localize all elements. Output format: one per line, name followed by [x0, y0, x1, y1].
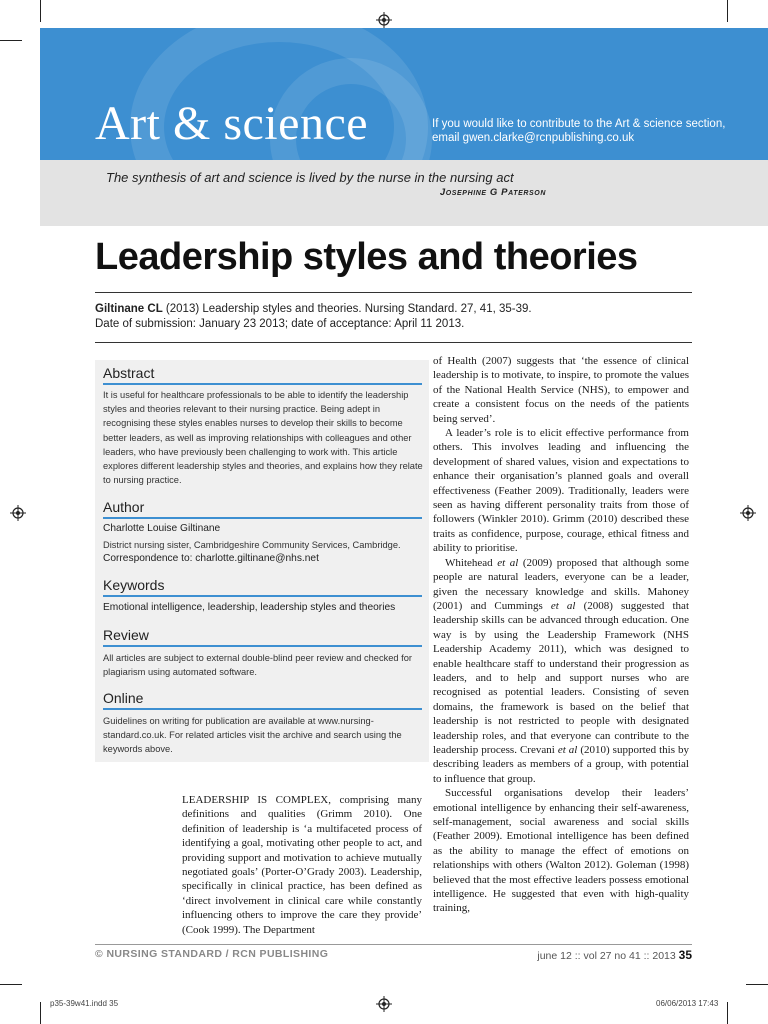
author-correspondence: Correspondence to: charlotte.giltinane@nhs.net	[103, 553, 319, 564]
footer-rule	[95, 944, 692, 945]
citation-details: (2013) Leadership styles and theories. Nursing Standard. 27, 41, 35-39.	[162, 303, 532, 315]
online-heading: Online	[103, 690, 144, 706]
page-number: 35	[678, 948, 692, 962]
article-title: Leadership styles and theories	[95, 236, 638, 278]
heading-rule	[103, 517, 422, 519]
heading-rule	[103, 645, 422, 647]
crop-mark	[40, 0, 41, 22]
contribute-note: If you would like to contribute to the Art & science section, email gwen.clarke@rcnpublishing.co.uk	[432, 118, 726, 144]
body-paragraph: LEADERSHIP IS COMPLEX, comprising many definitions and qualities (Grimm 2010). One definition of leadership is ‘a multifaceted process of identifying a goal, motivating other people to act, and providing support and motivation to achieve mutually negotiated goals’ (Porter-O’Grady 2003). Leadership, specifically in clinical practice, has been defined as ‘direct involvement in clinical care while constantly influencing others to improve the care they provide’ (Cook 1999). The Department	[182, 794, 422, 936]
section-title: Art & science	[95, 97, 369, 150]
registration-mark-icon	[376, 996, 392, 1012]
slug-filename: p35-39w41.indd 35	[50, 999, 119, 1008]
registration-mark-icon	[740, 505, 756, 521]
citation	[95, 302, 695, 332]
crop-mark	[746, 984, 768, 985]
crop-mark	[727, 1002, 728, 1024]
keywords-heading: Keywords	[103, 577, 165, 593]
abstract-heading: Abstract	[103, 365, 155, 381]
submission-dates: Date of submission: January 23 2013; date of acceptance: April 11 2013.	[95, 318, 465, 330]
divider	[95, 292, 692, 293]
footer-issue	[470, 948, 692, 962]
author-name: Charlotte Louise Giltinane	[103, 523, 221, 534]
online-text: Guidelines on writing for publication are available at www.nursing-standard.co.uk. For related articles visit the archive and search using the keywords above.	[103, 716, 402, 755]
heading-rule	[103, 595, 422, 597]
epigraph-quote: The synthesis of art and science is lived by the nurse in the nursing act	[106, 170, 514, 185]
body-paragraph: Successful organisations develop their leaders’ emotional intelligence by enhancing their self-awareness, self-management, social awareness and social skills (Feather 2009). Emotional intelligence has been defined as the ability to manage the effect of emotions on relationships with others (Walton 2012). Goleman (1998) believed that the most effective leaders possess emotional intelligence. He suggested that even with high-quality training,	[433, 787, 689, 915]
crop-mark	[0, 984, 22, 985]
body-paragraph: Whitehead et al (2009) proposed that although some people are natural leaders, everyone can be a leader, given the necessary knowledge and skills. Mahoney (2001) and Cummings et al (2008) suggested that leadership skills can be advanced through education. One way is by using the Leadership Framework (NHS Leadership Academy 2011), which was designed to enable healthcare staff to understand their progression as leaders, and to help and support nurses who are recognised as potential leaders. Consisting of seven domains, the framework is based on the belief that leadership is not restricted to people with designated leadership roles, and that everyone can contribute to the leadership process. Crevani et al (2010) supported this by describing leaders as members of a group, with potential to influence that group.	[433, 556, 689, 785]
citation-author: Giltinane CL	[95, 303, 163, 315]
abstract-text: It is useful for healthcare professionals to be able to identify the leadership styles and theories relevant to their nursing practice. Being adept in recognising these styles enables nurses to develop their skills to become better leaders, as well as improving relationships with colleagues and other leaders, who have previously been challenging to work with. This article explores different leadership styles and theories, and explains how they relate to nursing practice.	[103, 390, 423, 486]
review-heading: Review	[103, 627, 149, 643]
body-column-right	[433, 354, 689, 916]
crop-mark	[727, 0, 728, 22]
footer-publisher: © NURSING STANDARD / RCN PUBLISHING	[95, 948, 329, 960]
crop-mark	[0, 40, 22, 41]
issue-info: june 12 :: vol 27 no 41 :: 2013	[537, 950, 679, 962]
body-paragraph: of Health (2007) suggests that ‘the essence of clinical leadership is to motivate, to inspire, to promote the values of the National Health Service (NHS), to empower and create a consistent focus on the needs of the patients being served’.	[433, 355, 689, 425]
registration-mark-icon	[376, 12, 392, 28]
author-role: District nursing sister, Cambridgeshire Community Services, Cambridge.	[103, 540, 401, 550]
keywords-text: Emotional intelligence, leadership, leadership styles and theories	[103, 602, 396, 613]
body-column-left	[182, 793, 422, 937]
registration-mark-icon	[10, 505, 26, 521]
divider	[95, 342, 692, 343]
heading-rule	[103, 383, 422, 385]
body-paragraph: A leader’s role is to elicit effective performance from others. This involves leading and influencing the development of shared values, vision and expectations to enhance their organisation’s planned goals and overall effectiveness (Feather 2009). Traditionally, leaders were seen as having different personality traits from those of followers (Winkler 2010). Grimm (2010) described these traits as confidence, purpose, courage, ethical fitness and ability to prioritise.	[433, 427, 689, 555]
epigraph-author: Josephine G Paterson	[439, 187, 546, 198]
heading-rule	[103, 708, 422, 710]
slug-datetime: 06/06/2013 17:43	[656, 999, 719, 1008]
crop-mark	[40, 1002, 41, 1024]
author-heading: Author	[103, 499, 145, 515]
review-text: All articles are subject to external double-blind peer review and checked for plagiarism using automated software.	[103, 653, 413, 678]
